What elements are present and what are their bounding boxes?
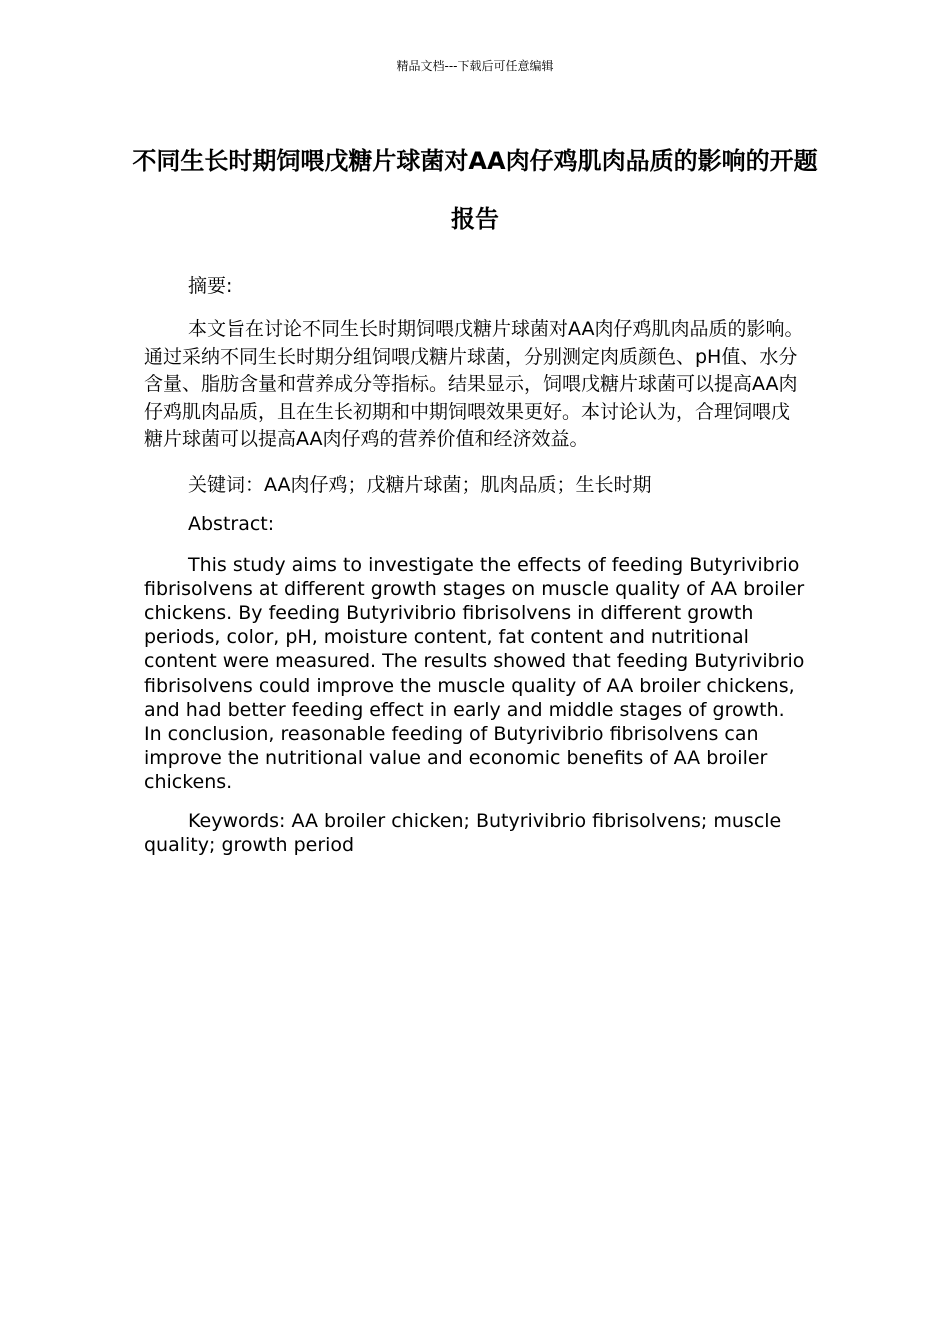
abstract-cn-body: 本文旨在讨论不同生长时期饲喂戊糖片球菌对AA肉仔鸡肌肉品质的影响。通过采纳不同生长时期分组饲喂戊糖片球菌，分别测定肉质颜色、pH值、水分含量、脂肪含量和营养成分等指标。结果显示，饲喂戊糖片球菌可以提高AA肉仔鸡肌肉品质，且在生长初期和中期饲喂效果更好。本讨论认为，合理饲喂戊糖片球菌可以提高AA肉仔鸡的营养价值和经济效益。 bbox=[144, 318, 804, 450]
header-note: 精品文档---下载后可任意编辑 bbox=[396, 59, 554, 73]
keywords-cn: 关键词：AA肉仔鸡；戊糖片球菌；肌肉品质；生长时期 bbox=[188, 473, 652, 496]
keywords-en: Keywords: AA broiler chicken; Butyrivibrio fibrisolvens; muscle quality; growth period bbox=[144, 809, 782, 856]
abstract-en-body: This study aims to investigate the effects of feeding Butyrivibrio fibrisolvens at different growth stages on muscle quality of AA broiler chickens. By feeding Butyrivibrio fibrisolvens in different growth periods, color, pH, moisture content, fat content and nutritional content were measured. The results showed that feeding Butyrivibrio fibrisolvens could improve the muscle quality of AA broiler chickens, and had better feeding effect in early and middle stages of growth. In conclusion, reasonable feeding of Butyrivibrio fibrisolvens can improve the nutritional value and economic benefits of AA broiler chickens. bbox=[144, 553, 805, 794]
abstract-en-label: Abstract: bbox=[188, 512, 275, 535]
abstract-cn-label: 摘要: bbox=[188, 275, 233, 297]
document-title: 不同生长时期饲喂戊糖片球菌对AA肉仔鸡肌肉品质的影响的开题报告 bbox=[132, 147, 818, 233]
document-body bbox=[144, 272, 808, 857]
